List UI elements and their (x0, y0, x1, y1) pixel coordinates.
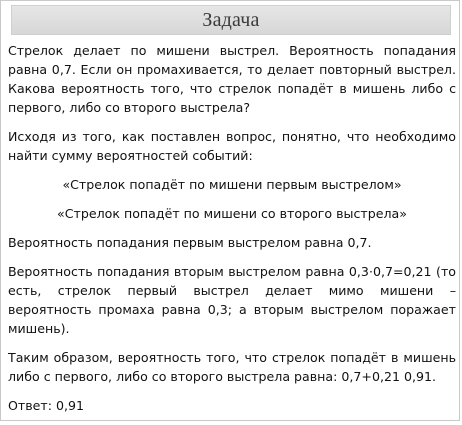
answer-text: Ответ: 0,91 (8, 398, 85, 413)
second-shot-text: Вероятность попадания вторым выстрелом равна 0,3·0,7=0,21 (то есть, стрелок первый выстрел делает мимо мишени – вероятность промаха равна 0,3; а вторым выстрелом поражает мишень). (8, 264, 456, 336)
event-1-text: «Стрелок попадёт по мишени первым выстрелом» (62, 177, 402, 192)
event-2-text: «Стрелок попадёт по мишени со второго выстрела» (57, 206, 407, 221)
approach-text: Исходя из того, как поставлен вопрос, понятно, что необходимо найти сумму вероятностей событий: (8, 129, 456, 163)
problem-text: Стрелок делает по мишени выстрел. Вероятность попадания равна 0,7. Если он промахивается, то делает повторный выстрел. Какова вероятность того, что стрелок попадёт в мишень либо с первого, либо со второго выстрела? (8, 43, 456, 115)
header-bar (11, 5, 451, 35)
first-shot-text: Вероятность попадания первым выстрелом равна 0,7. (8, 235, 372, 250)
page-title: Задача (202, 8, 260, 31)
task-content (8, 41, 456, 425)
conclusion-text: Таким образом, вероятность того, что стрелок попадёт в мишень либо с первого, либо со второго выстрела равна: 0,7+0,21 0,91. (8, 350, 456, 384)
